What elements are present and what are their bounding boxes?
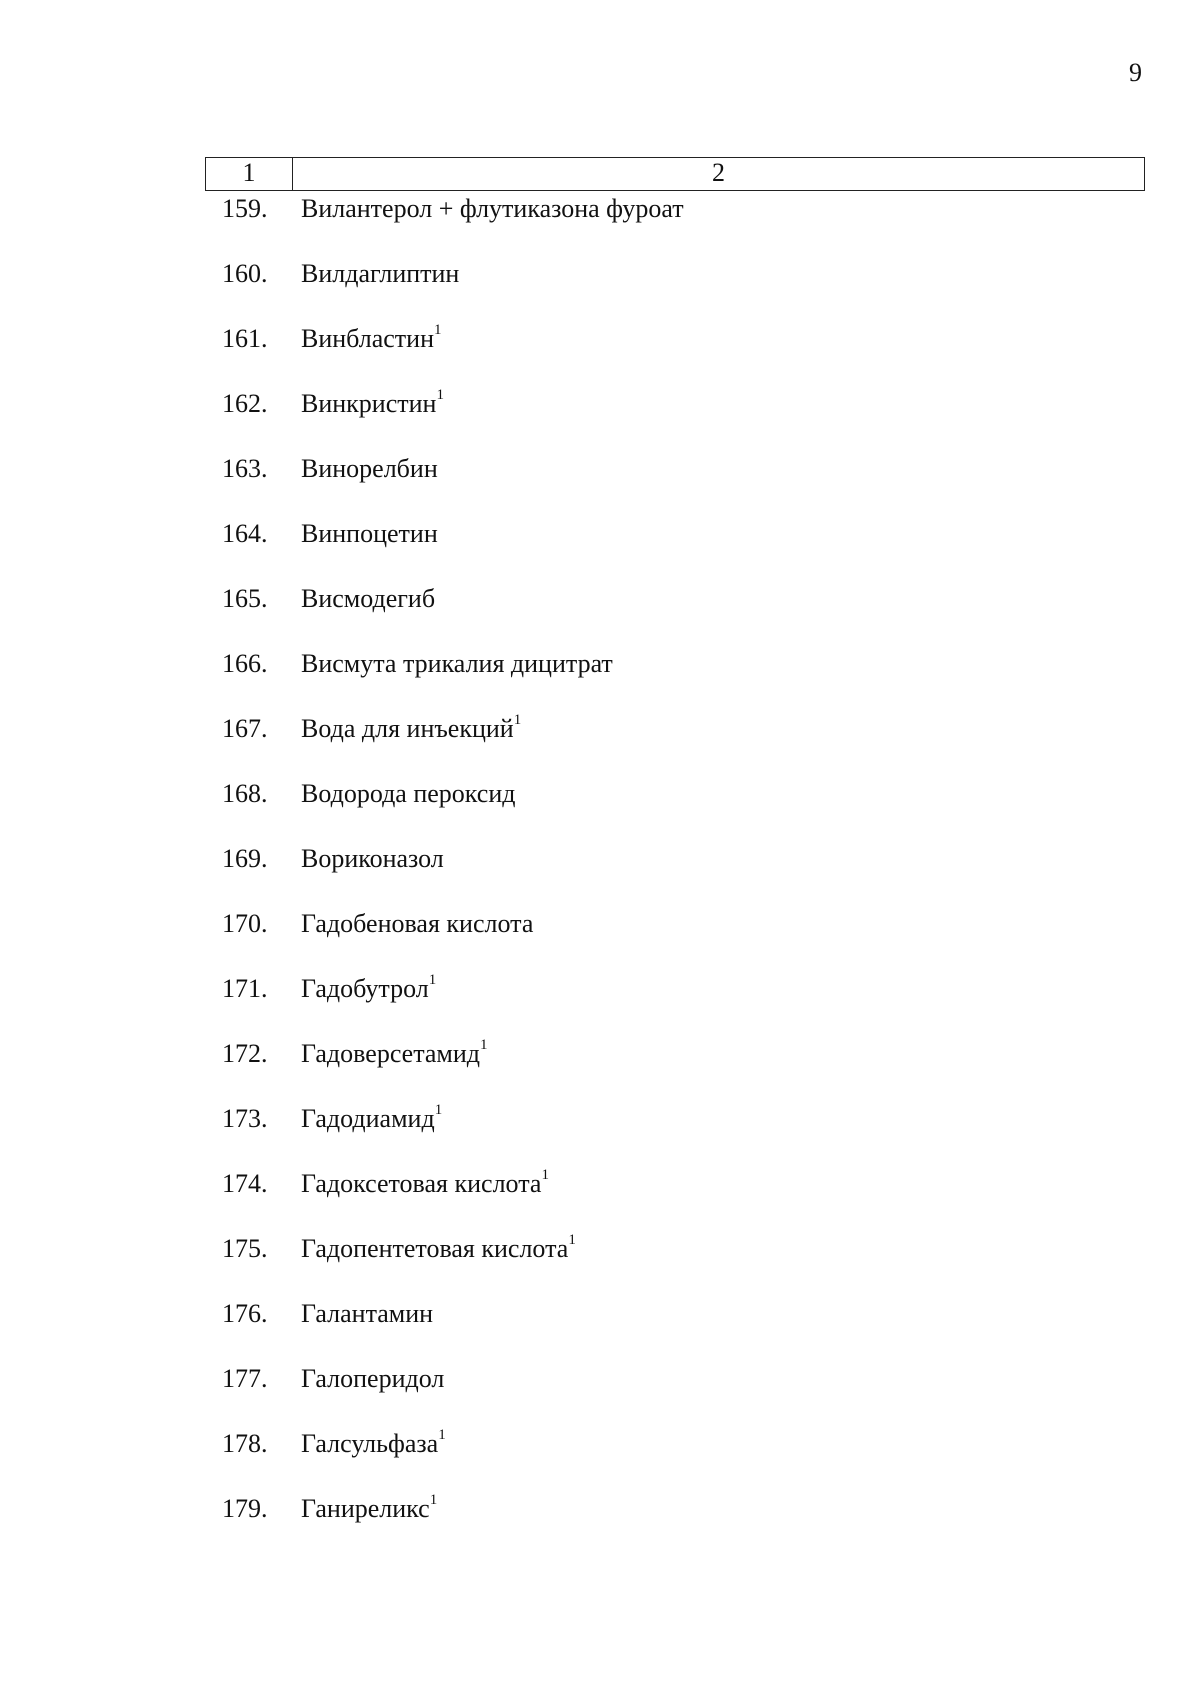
drug-name: Вилантерол + флутиказона фуроат [301, 194, 684, 223]
drug-name: Висмута трикалия дицитрат [301, 649, 613, 678]
row-number: 164. [222, 519, 268, 548]
drug-name: Винбластин$^1$ [301, 322, 442, 353]
drug-name: Винорелбин [301, 454, 438, 483]
footnote-marker: 1 [541, 1167, 549, 1184]
row-number: 177. [222, 1364, 268, 1393]
drug-name: Вода для инъекций$^1$ [301, 712, 522, 743]
drug-name: Гадопентетовая кислота$^1$ [301, 1232, 576, 1263]
table-row [0, 1426, 1200, 1491]
drug-name: Гадоверсетамид$^1$ [301, 1037, 488, 1068]
table-row [0, 1036, 1200, 1101]
page-number: 9 [1129, 58, 1142, 87]
row-number: 179. [222, 1494, 268, 1523]
table-row [0, 581, 1200, 646]
row-number: 166. [222, 649, 268, 678]
row-number: 171. [222, 974, 268, 1003]
drug-name: Висмодегиб [301, 584, 436, 613]
drug-name: Гадодиамид$^1$ [301, 1102, 443, 1133]
table-row [0, 451, 1200, 516]
table-row [0, 516, 1200, 581]
drug-name: Вилдаглиптин [301, 259, 460, 288]
row-number: 159. [222, 194, 268, 223]
table-row [0, 711, 1200, 776]
footnote-marker: 1 [429, 1492, 438, 1509]
table-row [0, 321, 1200, 386]
drug-name: Водорода пероксид [301, 779, 516, 808]
table-row [0, 386, 1200, 451]
table-row [0, 646, 1200, 711]
table-row [0, 1101, 1200, 1166]
drug-list [0, 191, 1200, 1556]
row-number: 178. [222, 1429, 268, 1458]
table-row [0, 971, 1200, 1036]
table-row [0, 841, 1200, 906]
drug-name: Галантамин [301, 1299, 434, 1328]
table-header [205, 157, 1145, 191]
table-row [0, 906, 1200, 971]
drug-name: Гадоксетовая кислота$^1$ [301, 1167, 549, 1198]
footnote-marker: 1 [434, 1102, 443, 1119]
header-column-1: 1 [206, 158, 293, 190]
table-row [0, 1231, 1200, 1296]
table-row [0, 1296, 1200, 1361]
footnote-marker: 1 [434, 322, 442, 339]
footnote-marker: 1 [428, 972, 437, 989]
row-number: 172. [222, 1039, 268, 1068]
row-number: 160. [222, 259, 268, 288]
row-number: 176. [222, 1299, 268, 1328]
row-number: 163. [222, 454, 268, 483]
footnote-marker: 1 [568, 1232, 576, 1249]
row-number: 175. [222, 1234, 268, 1263]
table-row [0, 1361, 1200, 1426]
row-number: 169. [222, 844, 268, 873]
drug-name: Винпоцетин [301, 519, 438, 548]
header-column-2: 2 [712, 158, 725, 187]
drug-name: Винкристин$^1$ [301, 387, 444, 418]
footnote-marker: 1 [513, 712, 522, 729]
table-row [0, 1491, 1200, 1556]
row-number: 165. [222, 584, 268, 613]
row-number: 173. [222, 1104, 268, 1133]
drug-name: Галсульфаза$^1$ [301, 1427, 446, 1458]
row-number: 161. [222, 324, 268, 353]
drug-name: Вориконазол [301, 844, 444, 873]
footnote-marker: 1 [436, 387, 444, 404]
drug-name: Галоперидол [301, 1364, 445, 1393]
drug-name: Гадобутрол$^1$ [301, 972, 437, 1003]
row-number: 162. [222, 389, 268, 418]
drug-name: Гадобеновая кислота [301, 909, 534, 938]
footnote-marker: 1 [438, 1427, 446, 1444]
footnote-marker: 1 [480, 1037, 488, 1054]
table-row [0, 776, 1200, 841]
table-row [0, 1166, 1200, 1231]
drug-name: Ганиреликс$^1$ [301, 1492, 438, 1523]
table-row [0, 191, 1200, 256]
row-number: 174. [222, 1169, 268, 1198]
row-number: 170. [222, 909, 268, 938]
row-number: 167. [222, 714, 268, 743]
row-number: 168. [222, 779, 268, 808]
table-row [0, 256, 1200, 321]
